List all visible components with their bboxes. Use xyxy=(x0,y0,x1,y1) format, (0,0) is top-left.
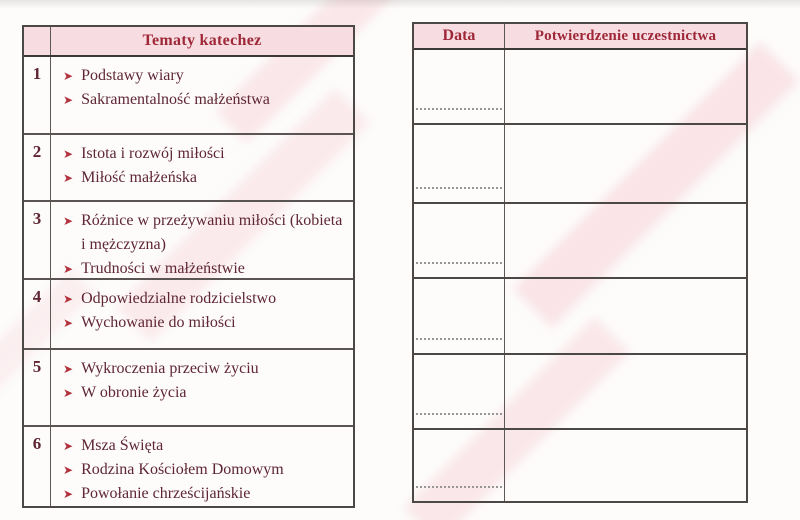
confirmation-cell xyxy=(505,204,746,277)
topic-item xyxy=(63,357,345,381)
arrow-bullet-icon: ➤ xyxy=(63,93,74,107)
confirmation-cell xyxy=(505,279,746,353)
date-cell xyxy=(414,50,505,123)
arrow-bullet-icon: ➤ xyxy=(63,487,74,501)
topic-row xyxy=(24,350,353,427)
topic-item xyxy=(63,381,345,405)
topic-row xyxy=(24,280,353,350)
topic-item xyxy=(63,209,345,257)
arrow-bullet-icon: ➤ xyxy=(63,362,74,376)
confirmation-cell xyxy=(505,125,746,202)
attendance-table-header-row xyxy=(414,24,746,50)
arrow-bullet-icon: ➤ xyxy=(63,147,74,161)
attendance-row xyxy=(414,204,746,279)
topic-row xyxy=(24,427,353,506)
date-cell xyxy=(414,430,505,501)
topic-text: Msza Święta xyxy=(81,437,164,454)
topic-text: W obronie życia xyxy=(81,384,187,401)
topics-table-title: Tematy katechez xyxy=(142,32,262,49)
topic-number: 4 xyxy=(24,280,51,348)
date-fill-line xyxy=(416,262,502,264)
arrow-bullet-icon: ➤ xyxy=(63,292,74,306)
date-column-header: Data xyxy=(414,24,505,48)
attendance-row xyxy=(414,430,746,501)
arrow-bullet-icon: ➤ xyxy=(63,171,74,185)
topic-item xyxy=(63,88,345,112)
arrow-bullet-icon: ➤ xyxy=(63,386,74,400)
topic-item xyxy=(63,434,345,458)
arrow-bullet-icon: ➤ xyxy=(63,316,74,330)
topic-item xyxy=(63,142,345,166)
confirmation-cell xyxy=(505,50,746,123)
topic-items xyxy=(51,280,353,348)
topic-text: Trudności w małżeństwie xyxy=(81,260,245,277)
arrow-bullet-icon: ➤ xyxy=(63,214,74,228)
scan-edge-shadow xyxy=(0,0,800,9)
topic-item xyxy=(63,166,345,190)
confirmation-cell xyxy=(505,430,746,501)
topic-text: Istota i rozwój miłości xyxy=(81,145,225,162)
topic-text: Powołanie chrześcijańskie xyxy=(81,485,251,502)
date-cell xyxy=(414,355,505,428)
attendance-row xyxy=(414,125,746,204)
topic-item xyxy=(63,287,345,311)
arrow-bullet-icon: ➤ xyxy=(63,262,74,276)
date-cell xyxy=(414,279,505,353)
date-cell xyxy=(414,125,505,202)
topic-number: 5 xyxy=(24,350,51,425)
topic-text: Rodzina Kościołem Domowym xyxy=(81,461,284,478)
topic-row xyxy=(24,202,353,280)
topic-row xyxy=(24,57,353,135)
date-fill-line xyxy=(416,338,502,340)
attendance-row xyxy=(414,279,746,355)
confirmation-column-header: Potwierdzenie uczestnictwa xyxy=(534,27,717,44)
topic-item xyxy=(63,482,345,506)
date-fill-line xyxy=(416,486,502,488)
topic-item xyxy=(63,458,345,482)
topic-text: Wychowanie do miłości xyxy=(81,314,236,331)
topic-text: Różnice w przeżywaniu miłości (kobieta i mężczyzna) xyxy=(81,212,343,253)
topic-items xyxy=(51,350,353,425)
topic-items xyxy=(51,135,353,200)
topics-table-header-row xyxy=(24,27,353,57)
number-column-header xyxy=(24,27,51,55)
attendance-row xyxy=(414,50,746,125)
topic-number: 6 xyxy=(24,427,51,506)
topics-table xyxy=(22,25,355,508)
topic-text: Sakramentalność małżeństwa xyxy=(81,91,270,108)
attendance-table xyxy=(412,22,748,503)
topic-number: 2 xyxy=(24,135,51,200)
arrow-bullet-icon: ➤ xyxy=(63,69,74,83)
arrow-bullet-icon: ➤ xyxy=(63,439,74,453)
date-fill-line xyxy=(416,187,502,189)
topic-items xyxy=(51,57,353,133)
topic-number: 3 xyxy=(24,202,51,278)
topic-text: Miłość małżeńska xyxy=(81,169,198,186)
topic-row xyxy=(24,135,353,202)
date-fill-line xyxy=(416,413,502,415)
date-fill-line xyxy=(416,108,502,110)
topic-item xyxy=(63,257,345,281)
date-cell xyxy=(414,204,505,277)
topic-text: Podstawy wiary xyxy=(81,67,184,84)
confirmation-cell xyxy=(505,355,746,428)
topic-item xyxy=(63,64,345,88)
topic-text: Odpowiedzialne rodzicielstwo xyxy=(81,290,277,307)
topic-items xyxy=(51,427,353,506)
topic-item xyxy=(63,311,345,335)
arrow-bullet-icon: ➤ xyxy=(63,463,74,477)
topic-items xyxy=(51,202,353,278)
topic-number: 1 xyxy=(24,57,51,133)
topic-text: Wykroczenia przeciw życiu xyxy=(81,360,259,377)
attendance-row xyxy=(414,355,746,430)
